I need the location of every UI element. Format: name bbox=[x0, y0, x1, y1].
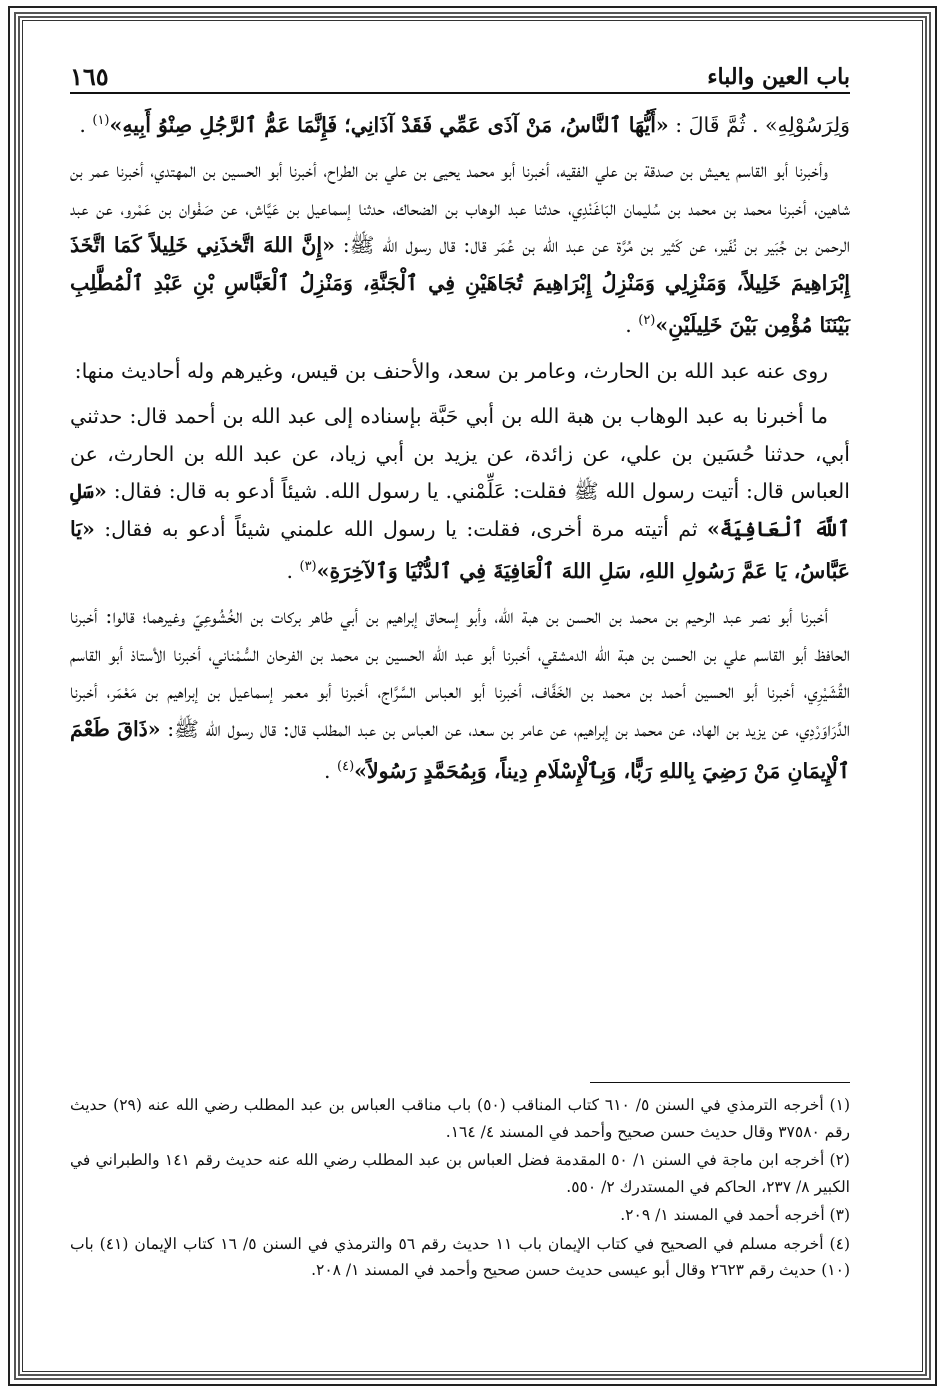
paragraph-4 bbox=[70, 398, 850, 590]
footnote-ref-4: (٤) bbox=[337, 759, 355, 775]
book-page bbox=[70, 58, 850, 1338]
hadith-quote-5: «ذَاقَ طَعْمَ ٱلْإِيمَانِ مَنْ رَضِيَ بِاللهِ رَبًّا، وَبِٱلْإِسْلَامِ دِيناً، وَبِمُحَمَّدٍ رَسُولاً» bbox=[70, 716, 850, 784]
paragraph-4-end: . bbox=[286, 558, 300, 583]
paragraph-5-end: . bbox=[323, 759, 338, 784]
paragraph-4-middle: ثم أتيته مرة أخرى، فقلت: يا رسول الله علمني شيئاً أدعو به فقال: bbox=[94, 516, 708, 541]
footnote-4: (٤) أخرجه مسلم في الصحيح في كتاب الإيمان باب ١١ حديث رقم ٥٦ والترمذي في السنن ٥/ ١٦ كتاب الإيمان (٤١) باب (١٠) حديث رقم ٢٦٢٣ وقال أبو عيسى حديث حسن صحيح وأحمد في المسند ١/ ٢٠٨. bbox=[70, 1234, 850, 1279]
paragraph-5 bbox=[70, 598, 850, 790]
footnote-ref-3: (٣) bbox=[299, 559, 317, 575]
footnote-ref-2: (٢) bbox=[638, 313, 656, 329]
chapter-title: باب العين والباء bbox=[707, 64, 850, 90]
paragraph-1 bbox=[70, 102, 850, 144]
paragraph-1-end: . bbox=[79, 112, 93, 137]
paragraph-2-text: وأخبرنا أبو القاسم يعيش بن صدقة بن علي الفقيه، أخبرنا أبو محمد يحيى بن علي بن الطراح، أخبرنا أبو الحسين بن المهتدي، أخبرنا عمر بن شاهين، أخبرنا محمد بن محمد بن سُليمان البَاغَنْدِي، حدثنا عبد الوهاب بن الضحاك، حدثنا إسماعيل بن عَيَّاش، عن صَفْوان بن عَمْرو، عن عبد الرحمن بن جُبَير بن نُفَير، عن كَثير بن مُرَّة عن عبد الله بن عُمَر قال: قال رسول الله ﷺ: bbox=[70, 158, 850, 258]
running-header bbox=[70, 58, 850, 94]
hadith-quote-3: «سَلِ ٱللَّهَ ٱلْعَافِيَةَ» bbox=[70, 479, 850, 541]
hadith-quote-4: «يَا عَبَّاسُ، يَا عَمَّ رَسُولِ اللهِ، سَلِ اللهَ ٱلْعَافِيَةَ فِي ٱلدُّنْيَا وَٱلآخِرَةِ» bbox=[70, 516, 850, 583]
hadith-quote-2: «إِنَّ اللهَ اتَّخذَنِي خَلِيلاً كَمَا اتَّخَذَ إِبْرَاهِيمَ خَلِيلاً، وَمَنْزِلِي وَمَنْزِلُ إِبْرَاهِيمَ تُجَاهَيْنِ فِي ٱلْجَنَّةِ، وَمَنْزِلُ ٱلْعَبَّاسِ بْنِ عَبْدِ ٱلْمُطَّلِبِ بَيْنَنَا مُؤْمِن بَيْنَ خَلِيلَيْنِ» bbox=[70, 233, 850, 338]
hadith-quote-1: «أَيُّهَا ٱلنَّاسُ، مَنْ آذَى عَمِّي فَقَدْ آذَانِي؛ فَإِنَّمَا عَمُّ ٱلرَّجُلِ صِنْوُ أَبِيهِ» bbox=[109, 112, 669, 137]
footnote-ref-1: (١) bbox=[92, 113, 110, 128]
page-number: ١٦٥ bbox=[70, 62, 109, 91]
paragraph-4-text: ما أخبرنا به عبد الوهاب بن هبة الله بن أبي حَبَّة بإسناده إلى عبد الله بن أحمد قال: حدثني أبي، حدثنا حُسَين بن علي، عن زائدة، عن يزيد بن أبي زياد، عن عبد الله بن الحارث، عن العباس قال: أتيت رسول الله ﷺ فقلت: عَلِّمْني. يا رسول الله. شيئاً أدعو به قال: فقال: bbox=[70, 404, 850, 504]
paragraph-3 bbox=[70, 353, 850, 391]
footnote-divider bbox=[590, 1082, 850, 1083]
footnote-1: (١) أخرجه الترمذي في السنن ٥/ ٦١٠ كتاب المناقب (٥٠) باب مناقب العباس بن عبد المطلب رضي الله عنه (٢٩) حديث رقم ٣٧٥٨٠ وقال حديث حسن صحيح وأحمد في المسند ٤/ ١٦٤. bbox=[70, 1096, 850, 1141]
main-text bbox=[70, 102, 850, 799]
paragraph-1-text: وَلِرَسُوْلِهِ» . ثُمَّ قَالَ : bbox=[668, 112, 850, 137]
paragraph-2-end: . bbox=[625, 313, 639, 338]
footnotes bbox=[70, 1092, 850, 1286]
footnote-3: (٣) أخرجه أحمد في المسند ١/ ٢٠٩. bbox=[620, 1206, 850, 1224]
footnote-2: (٢) أخرجه ابن ماجة في السنن ١/ ٥٠ المقدمة فضل العباس بن عبد المطلب رضي الله عنه حديث رقم ١٤١ والطبراني في الكبير ٨/ ٢٣٧، الحاكم في المستدرك ٢/ ٥٥٠. bbox=[70, 1151, 850, 1196]
paragraph-2 bbox=[70, 152, 850, 344]
paragraph-5-text: أخبرنا أبو نصر عبد الرحيم بن محمد بن الحسن بن هبة الله، وأبو إسحاق إبراهيم بن أبي طاهر بركات بن الخُشُوعِيّ وغيرهما؛ قالوا: أخبرنا الحافظ أبو القاسم علي بن الحسن بن هبة الله الدمشقي، أخبرنا أبو عبد الله الحسين بن محمد بن الفرحان السُّمْناني، أخبرنا الأستاذ أبو القاسم القُشَيْرِي، أخبرنا أبو الحسين أحمد بن محمد بن الخَفَّاف، أخبرنا أبو العباس السَّرَّاج، أخبرنا أبو معمر إسماعيل بن إبراهيم بن مَعْمَر، أخبرنا الدَّرَاوَرْدِي، عن يزيد بن الهاد، عن محمد بن إبراهيم، عن عامر بن سعد، عن العباس بن عبد المطلب قال: قال رسول الله ﷺ: bbox=[70, 604, 850, 741]
paragraph-3-text: روى عنه عبد الله بن الحارث، وعامر بن سعد، والأحنف بن قيس، وغيرهم وله أحاديث منها: bbox=[74, 358, 828, 383]
